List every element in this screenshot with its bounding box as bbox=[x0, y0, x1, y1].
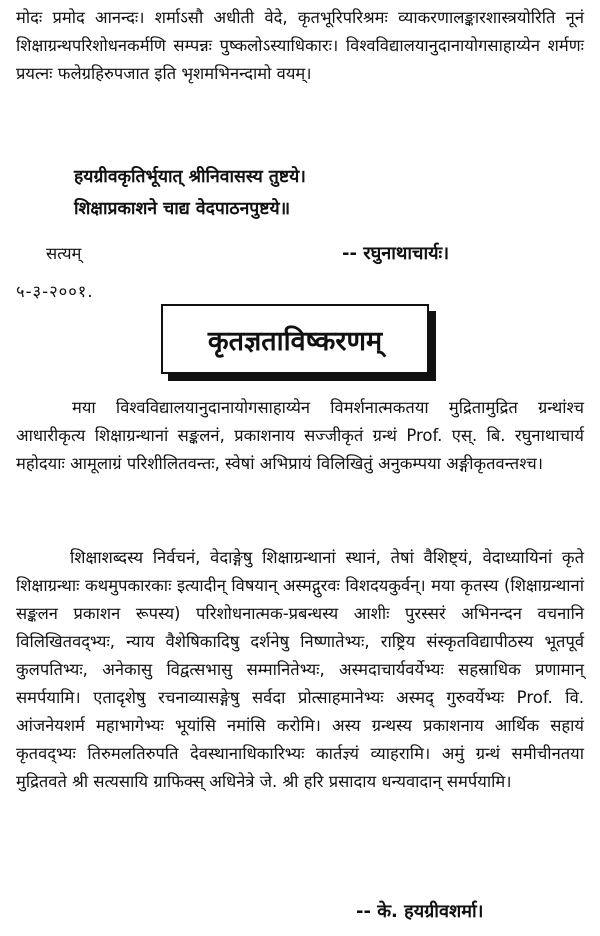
verse-line-2: शिक्षाप्रकाशने चाद्य वेदपाठनपुष्टये॥ bbox=[74, 199, 291, 219]
foreword-date: ५-३-२००१. bbox=[16, 282, 94, 301]
acknowledgement-paragraph-2: शिक्षाशब्दस्य निर्वचनं, वेदाङ्गेषु शिक्षाग्रन्थानां स्थानं, तेषां वैशिष्ट्यं, वेदाध्यायिनां कृते शिक्षाग्रन्थाः कथमुपकारकाः इत्यादीन् विषयान् अस्मद्गुरवः विशदयकुर्वन्। मया कृतस्य (शिक्षाग्रन्थानां सङ्कलन प्रकाशन रूपस्य) परिशोधनात्मक-प्रबन्धस्य आशीः पुरस्सरं अभिनन्दन वचनानि विलिखितवद्भ्यः, न्याय वैशेषिकादिषु दर्शनेषु निष्णातेभ्यः, राष्ट्रिय संस्कृतविद्यापीठस्य भूतपूर्व कुलपतिभ्यः, अनेकासु विद्वत्सभासु सम्मानितेभ्यः, अस्मदाचार्यवर्येभ्यः सहस्राधिक प्रणामान् समर्पयामि। एतादृशेषु रचनाव्यासङ्गेषु सर्वदा प्रोत्साहमानेभ्यः अस्मद् गुरुवर्येभ्यः Prof. वि. आंजनेयशर्म महाभागेभ्यः भूयांसि नमांसि करोमि। अस्य ग्रन्थस्य प्रकाशनाय आर्थिक सहायं कृतवद्भ्यः तिरुमलतिरुपति देवस्थानाधिकारिभ्यः कार्तज्ञ्यं व्याहरामि। अमुं ग्रन्थं समीचीनतया मुद्रितवते श्री सत्यसायि ग्राफिक्स् अधिनेत्रे जे. श्री हरि प्रसादाय धन्यवादान् समर्पयामि। bbox=[16, 548, 584, 791]
intro-paragraph: मोदः प्रमोद आनन्दः। शर्माऽसौ अधीती वेदे, कृतभूरिपरिश्रमः व्याकरणालङ्कारशास्त्रयोरिति नूनं शिक्षाग्रन्थपरिशोधनकर्मणि सम्पन्नः पुष्कलोऽस्याधिकारः। विश्वविद्यालयानुदानायोगसाहाय्येन शर्मणः प्रयत्नः फलेग्रहिरुपजात इति भृशमभिनन्दामो वयम्। bbox=[16, 8, 584, 83]
foreword-signature: -- रघुनाथाचार्यः। bbox=[342, 243, 450, 264]
author-signature: -- के. हयग्रीवशर्मा। bbox=[356, 901, 484, 922]
acknowledgement-paragraph-1: मया विश्वविद्यालयानुदानायोगसाहाय्येन विमर्शनात्मकतया मुद्रितामुद्रित ग्रन्थांश्च आधारीकृत्य शिक्षाग्रन्थानां सङ्कलनं, प्रकाशनाय सज्जीकृतं ग्रन्थं Prof. एस्. बि. रघुनाथाचार्य महोदयाः आमूलाग्रं परिशीलितवन्तः, स्वेषां अभिप्रायं विलिखितुं अनुकम्पया अङ्गीकृतवन्तश्च। bbox=[16, 398, 584, 473]
place-name: सत्यम् bbox=[46, 244, 82, 263]
verse-line-1: हयग्रीवकृतिर्भूयात् श्रीनिवासस्य तुष्टये। bbox=[74, 167, 306, 187]
section-title-box bbox=[161, 304, 429, 374]
section-title: कृतज्ञताविष्करणम् bbox=[207, 325, 383, 357]
